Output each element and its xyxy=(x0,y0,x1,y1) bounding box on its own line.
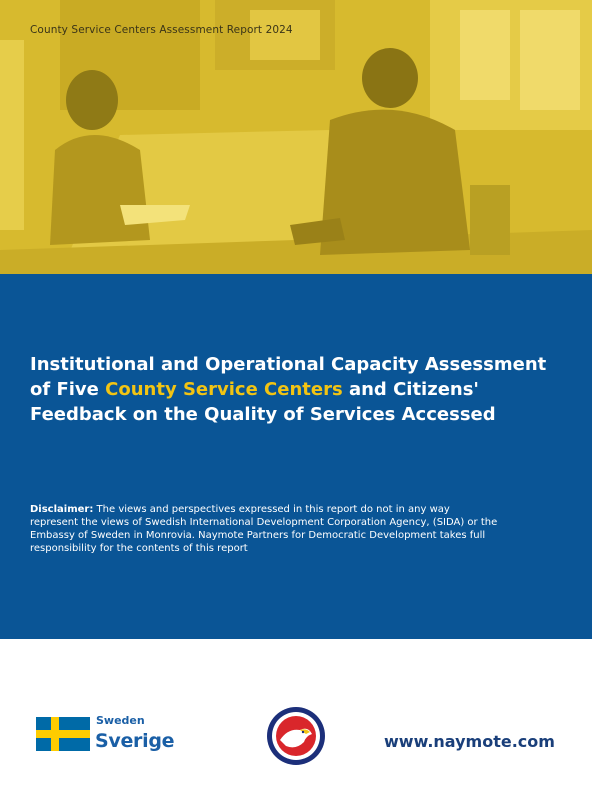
title-highlight: County Service Centers xyxy=(105,379,343,400)
cover-photo xyxy=(0,0,592,274)
title-part-2: and Citizens' Feedback on the Quality of Services Accessed xyxy=(30,379,496,425)
cover-photo-illustration xyxy=(0,0,592,274)
sweden-label: Sweden xyxy=(96,714,145,727)
flag-cross-vertical xyxy=(51,717,59,751)
flag-cross-horizontal xyxy=(36,730,90,738)
eagle-seal-icon xyxy=(266,706,326,766)
title-part-1: Institutional and Operational Capacity Assessment of Five xyxy=(30,354,547,400)
website-link[interactable]: www.naymote.com xyxy=(384,732,555,751)
disclaimer-text: The views and perspectives expressed in this report do not in any way represent the views of Swedish International Development Corporation Agency, (SIDA) or the Embassy of Sweden in Monrovia. Naymote Partners for Democratic Development takes full responsibility for the contents of this report xyxy=(30,504,498,554)
report-header: County Service Centers Assessment Report 2024 xyxy=(30,24,293,36)
sverige-label: Sverige xyxy=(95,730,175,752)
disclaimer xyxy=(30,503,500,555)
report-title xyxy=(30,352,570,427)
title-band xyxy=(0,274,592,639)
disclaimer-label: Disclaimer: xyxy=(30,504,94,515)
sweden-flag-icon xyxy=(36,717,90,751)
